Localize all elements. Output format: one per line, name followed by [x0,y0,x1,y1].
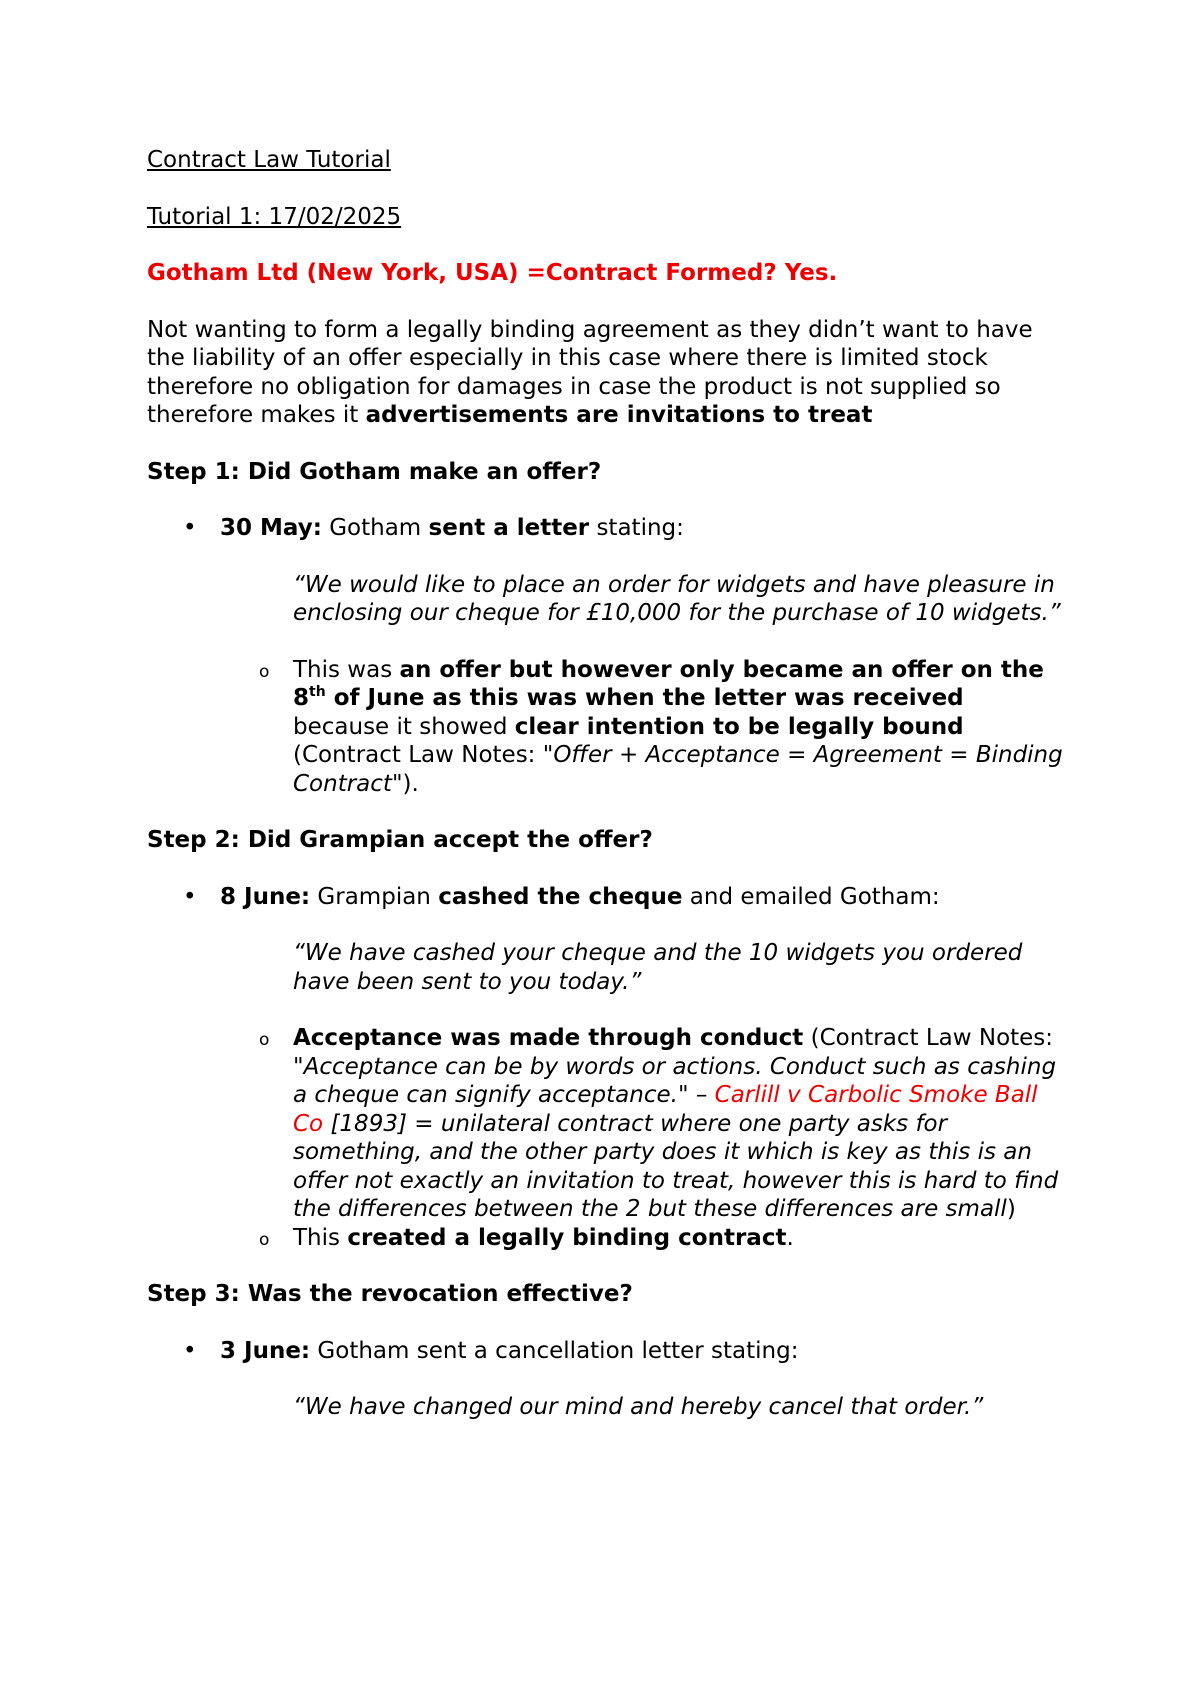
sub-bullet-marker: o [259,1030,270,1050]
step1-bullet: • 30 May: Gotham sent a letter stating: [183,515,684,541]
document-title: Contract Law Tutorial [147,147,391,173]
step3-quote: “We have changed our mind and hereby cancel that order.” [293,1394,984,1420]
bullet-marker: • [183,883,197,910]
step2-heading: Step 2: Did Grampian accept the offer? [147,827,653,853]
step1-sub-bullet: o This was an offer but however only became an offer on the 8th of June as this was when the letter was received because it showed clear intention to be legally bound (Contract Law Notes: "Offer + Acceptance = Agreement = Binding Contract"). [259,656,1063,797]
step2-quote: “We have cashed your cheque and the 10 widgets you ordered have been sent to you today.” [293,940,1023,995]
step3-heading: Step 3: Was the revocation effective? [147,1281,633,1307]
tutorial-date: Tutorial 1: 17/02/2025 [147,203,402,230]
intro-paragraph: Not wanting to form a legally binding agreement as they didn’t want to have the liability of an offer especially in this case where there is limited stock therefore no obligation for damages in case the product is not supplied so therefore makes it advertisements are invitations to treat [147,316,1033,428]
step2-bullet: • 8 June: Grampian cashed the cheque and emailed Gotham: [183,883,940,910]
sub-bullet-marker: o [259,1229,270,1250]
case-citation: Carlill v Carbolic Smoke Ball Co [293,1082,1038,1137]
bullet-marker: • [183,515,197,541]
sub-bullet-marker: o [259,661,270,682]
step3-bullet: • 3 June: Gotham sent a cancellation letter stating: [183,1337,799,1364]
bullet-marker: • [183,1337,197,1364]
step1-heading: Step 1: Did Gotham make an offer? [147,458,602,485]
step1-quote: “We would like to place an order for widgets and have pleasure in enclosing our cheque for £10,000 for the purchase of 10 widgets.” [293,571,1061,626]
step2-sub-bullet-2: o This created a legally binding contract. [147,1224,1067,1253]
document-body [147,146,1067,1450]
case-heading: Gotham Ltd (New York, USA) =Contract Formed? Yes. [147,260,838,286]
step2-sub-bullet-1: o Acceptance was made through conduct (Contract Law Notes: "Acceptance can be by words or actions. Conduct such as cashing a cheque can signify acceptance." – Carlill v Carbolic Smoke Ball Co [1893] = unilateral contract where one party asks for something, and the other party does it which is key as this is an offer not exactly an invitation to treat, however this is hard to find the differences between the 2 but these differences are small) [259,1025,1059,1222]
